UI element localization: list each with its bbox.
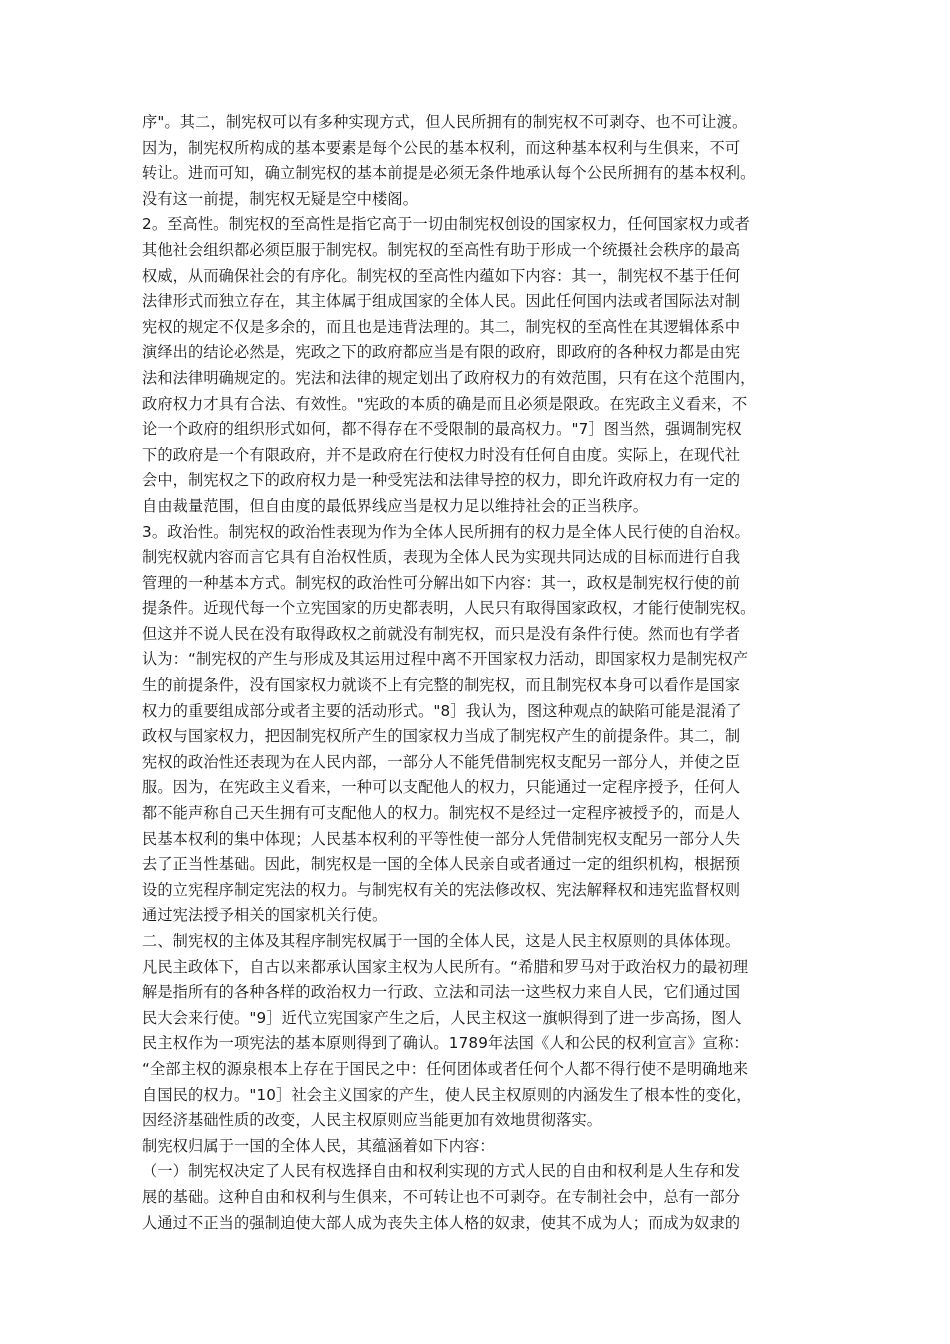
text-line: 制宪权归属于一国的全体人民，其蕴涵着如下内容： xyxy=(142,1136,495,1155)
text-line: 制宪权就内容而言它具有自治权性质，表现为全体人民为实现共同达成的目标而进行自我 xyxy=(142,548,741,567)
text-line: 民基本权利的集中体现；人民基本权利的平等性使一部分人凭借制宪权支配另一部分人失 xyxy=(142,829,741,848)
text-line: 3。政治性。制宪权的政治性表现为作为全体人民所拥有的权力是全体人民行使的自治权。 xyxy=(142,522,750,541)
text-line: 设的立宪程序制定宪法的权力。与制宪权有关的宪法修改权、宪法解释权和违宪监督权则 xyxy=(142,880,741,899)
text-line: 但这并不说人民在没有取得政权之前就没有制宪权，而只是没有条件行使。然而也有学者 xyxy=(142,624,741,643)
text-line: 解是指所有的各种各样的政治权力一行政、立法和司法一这些权力来自人民，它们通过国 xyxy=(142,983,741,1002)
text-line: 都不能声称自己天生拥有可支配他人的权力。制宪权不是经过一定程序被授予的，而是人 xyxy=(142,804,741,823)
text-line: 宪权的政治性还表现为在人民内部，一部分人不能凭借制宪权支配另一部分人，并使之臣 xyxy=(142,752,741,771)
text-line: 服。因为，在宪政主义看来，一种可以支配他人的权力，只能通过一定程序授予，任何人 xyxy=(142,778,741,797)
text-line: 论一个政府的组织形式如何，都不得存在不受限制的最高权力。"7］图当然，强调制宪权 xyxy=(142,420,742,439)
text-line: 其他社会组织都必须臣服于制宪权。制宪权的至高性有助于形成一个统摄社会秩序的最高 xyxy=(142,240,741,259)
text-line: 民主权作为一项宪法的基本原则得到了确认。1789年法国《人和公民的权利宣言》宣称： xyxy=(142,1034,749,1053)
text-line: 二、制宪权的主体及其程序制宪权属于一国的全体人民，这是人民主权原则的具体体现。 xyxy=(142,932,741,950)
text-line: 因为，制宪权所构成的基本要素是每个公民的基本权利，而这种基本权利与生俱来，不可 xyxy=(142,138,741,157)
text-line: 政府权力才具有合法、有效性。"宪政的本质的确是而且必须是限政。在宪政主义看来，不 xyxy=(142,394,748,413)
text-line: 法律形式而独立存在，其主体属于组成国家的全体人民。因此任何国内法或者国际法对制 xyxy=(142,292,741,311)
text-line: 法和法律明确规定的。宪法和法律的规定划出了政府权力的有效范围，只有在这个范围内， xyxy=(142,368,756,387)
text-line: 2。至高性。制宪权的至高性是指它高于一切由制宪权创设的国家权力，任何国家权力或者 xyxy=(142,215,750,234)
text-line: 去了正当性基础。因此，制宪权是一国的全体人民亲自或者通过一定的组织机构，根据预 xyxy=(142,855,741,874)
text-line: 没有这一前提，制宪权无疑是空中楼阁。 xyxy=(142,189,419,208)
document-body xyxy=(142,110,832,1236)
text-line: 自由裁量范围，但自由度的最低界线应当是权力足以维持社会的正当秩序。 xyxy=(142,496,649,515)
text-line: 政权与国家权力，把因制宪权所产生的国家权力当成了制宪权产生的前提条件。其二，制 xyxy=(142,727,741,746)
text-line: 权威，从而确保社会的有序化。制宪权的至高性内蕴如下内容：其一，制宪权不基于任何 xyxy=(142,266,741,285)
text-line: “全部主权的源泉根本上存在于国民之中：任何团体或者任何个人都不得行使不是明确地来 xyxy=(142,1059,749,1078)
text-line: 宪权的规定不仅是多余的，而且也是违背法理的。其二，制宪权的至高性在其逻辑体系中 xyxy=(142,317,741,336)
text-line: 因经济基础性质的改变，人民主权原则应当能更加有效地贯彻落实。 xyxy=(142,1111,603,1130)
text-line: 转让。进而可知，确立制宪权的基本前提是必须无条件地承认每个公民所拥有的基本权利。 xyxy=(142,164,756,183)
text-line: 民大会来行使。"9］近代立宪国家产生之后，人民主权这一旗帜得到了进一步高扬，图人 xyxy=(142,1008,742,1027)
text-line: 凡民主政体下，自古以来都承认国家主权为人民所有。“希腊和罗马对于政治权力的最初理 xyxy=(142,957,749,976)
text-line: 提条件。近现代每一个立宪国家的历史都表明，人民只有取得国家政权，才能行使制宪权。 xyxy=(142,599,756,618)
text-line: 人通过不正当的强制迫使大部人成为丧失主体人格的奴隶，使其不成为人；而成为奴隶的 xyxy=(142,1213,741,1232)
text-line: 演绎出的结论必然是，宪政之下的政府都应当是有限的政府，即政府的各种权力都是由宪 xyxy=(142,343,741,362)
text-line: 生的前提条件，没有国家权力就谈不上有完整的制宪权，而且制宪权本身可以看作是国家 xyxy=(142,676,741,695)
text-line: 会中，制宪权之下的政府权力是一种受宪法和法律导控的权力，即允许政府权力有一定的 xyxy=(142,471,741,490)
text-line: 管理的一种基本方式。制宪权的政治性可分解出如下内容：其一，政权是制宪权行使的前 xyxy=(142,573,741,592)
text-line: 序"。其二，制宪权可以有多种实现方式，但人民所拥有的制宪权不可剥夺、也不可让渡。 xyxy=(142,113,748,131)
text-line: 展的基础。这种自由和权利与生俱来，不可转让也不可剥夺。在专制社会中，总有一部分 xyxy=(142,1187,741,1206)
text-line: 下的政府是一个有限政府，并不是政府在行使权力时没有任何自由度。实际上，在现代社 xyxy=(142,445,741,464)
text-line: 认为：“制宪权的产生与形成及其运用过程中离不开国家权力活动，即国家权力是制宪权产 xyxy=(142,650,749,669)
text-line: 自国民的权力。"10］社会主义国家的产生，使人民主权原则的内涵发生了根本性的变化， xyxy=(142,1085,752,1104)
text-line: 权力的重要组成部分或者主要的活动形式。"8］我认为，图这种观点的缺陷可能是混淆了 xyxy=(142,701,742,720)
text-line: 通过宪法授予相关的国家机关行使。 xyxy=(142,906,388,925)
text-line: （一）制宪权决定了人民有权选择自由和权利实现的方式人民的自由和权利是人生存和发 xyxy=(142,1162,741,1181)
